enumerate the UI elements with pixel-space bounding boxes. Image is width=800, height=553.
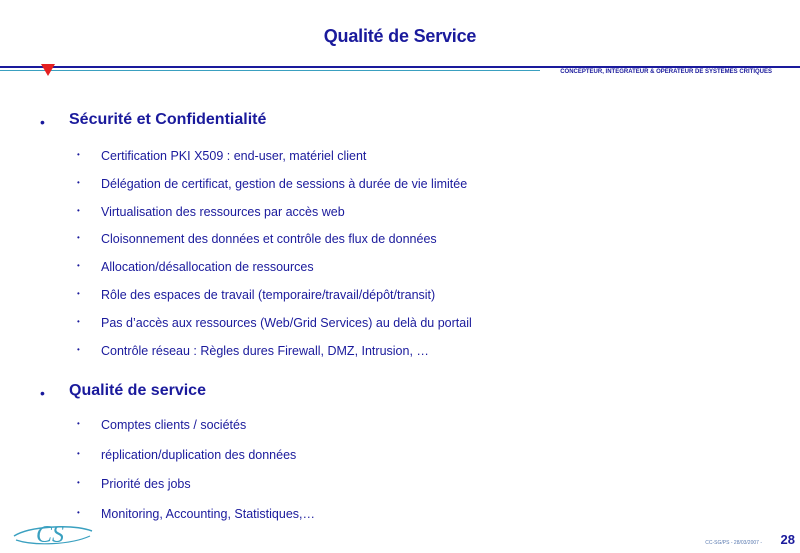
list-item-text: Pas d’accès aux ressources (Web/Grid Services) au delà du portail (101, 315, 472, 330)
list-item-text: Cloisonnement des données et contrôle des flux de données (101, 232, 437, 247)
bullet-dot-icon: • (77, 316, 80, 326)
page-number: 28 (780, 532, 795, 547)
list-item (0, 232, 800, 260)
section-title: Qualité de service (69, 382, 206, 399)
bullet-dot-icon: • (40, 114, 45, 130)
list-item-text: réplication/duplication des données (101, 447, 297, 462)
list-item-text: Monitoring, Accounting, Statistiques,… (101, 506, 316, 521)
bullet-dot-icon: • (77, 507, 80, 517)
section-security (0, 111, 800, 371)
section-heading (0, 382, 800, 406)
section-heading (0, 111, 800, 135)
list-item-text: Virtualisation des ressources par accès web (101, 204, 345, 219)
bullet-dot-icon: • (77, 344, 80, 354)
bullet-dot-icon: • (77, 177, 80, 187)
list-item (0, 507, 800, 537)
page-title: Qualité de Service (323, 26, 477, 46)
list-item (0, 149, 800, 177)
list-item (0, 177, 800, 205)
red-triangle-icon (41, 64, 55, 76)
list-item-text: Délégation de certificat, gestion de sessions à durée de vie limitée (101, 176, 468, 191)
list-item (0, 316, 800, 344)
header-rule-cyan (0, 70, 540, 71)
list-item-text: Comptes clients / sociétés (101, 418, 247, 432)
header-rule-blue (0, 66, 800, 68)
bullet-list (0, 418, 800, 536)
bullet-dot-icon: • (77, 419, 80, 428)
list-item (0, 344, 800, 372)
list-item (0, 418, 800, 448)
list-item-text: Contrôle réseau : Règles dures Firewall, DMZ, Intrusion, … (101, 343, 429, 358)
list-item-text: Priorité des jobs (101, 477, 191, 491)
list-item (0, 260, 800, 288)
section-quality (0, 382, 800, 536)
list-item (0, 288, 800, 316)
bullet-dot-icon: • (77, 448, 80, 458)
bullet-dot-icon: • (77, 233, 80, 243)
bullet-dot-icon: • (77, 288, 80, 298)
list-item (0, 477, 800, 507)
bullet-dot-icon: • (77, 205, 80, 215)
list-item-text: Allocation/désallocation de ressources (101, 260, 314, 275)
list-item-text: Rôle des espaces de travail (temporaire/travail/dépôt/transit) (101, 287, 436, 302)
list-item (0, 448, 800, 478)
list-item (0, 205, 800, 233)
list-item-text: Certification PKI X509 : end-user, matériel client (101, 149, 367, 163)
bullet-dot-icon: • (77, 261, 80, 271)
bullet-list (0, 149, 800, 371)
company-tagline: CONCEPTEUR, INTEGRATEUR & OPERATEUR DE SYSTEMES CRITIQUES (560, 69, 772, 75)
footer-reference: CC-SG/PS - 28/03/2007 - (705, 540, 762, 546)
section-title: Sécurité et Confidentialité (69, 111, 267, 128)
bullet-dot-icon: • (77, 150, 80, 159)
logo-text: CS (36, 522, 65, 548)
bullet-dot-icon: • (40, 385, 45, 401)
cs-logo (12, 518, 94, 548)
bullet-dot-icon: • (77, 478, 80, 487)
